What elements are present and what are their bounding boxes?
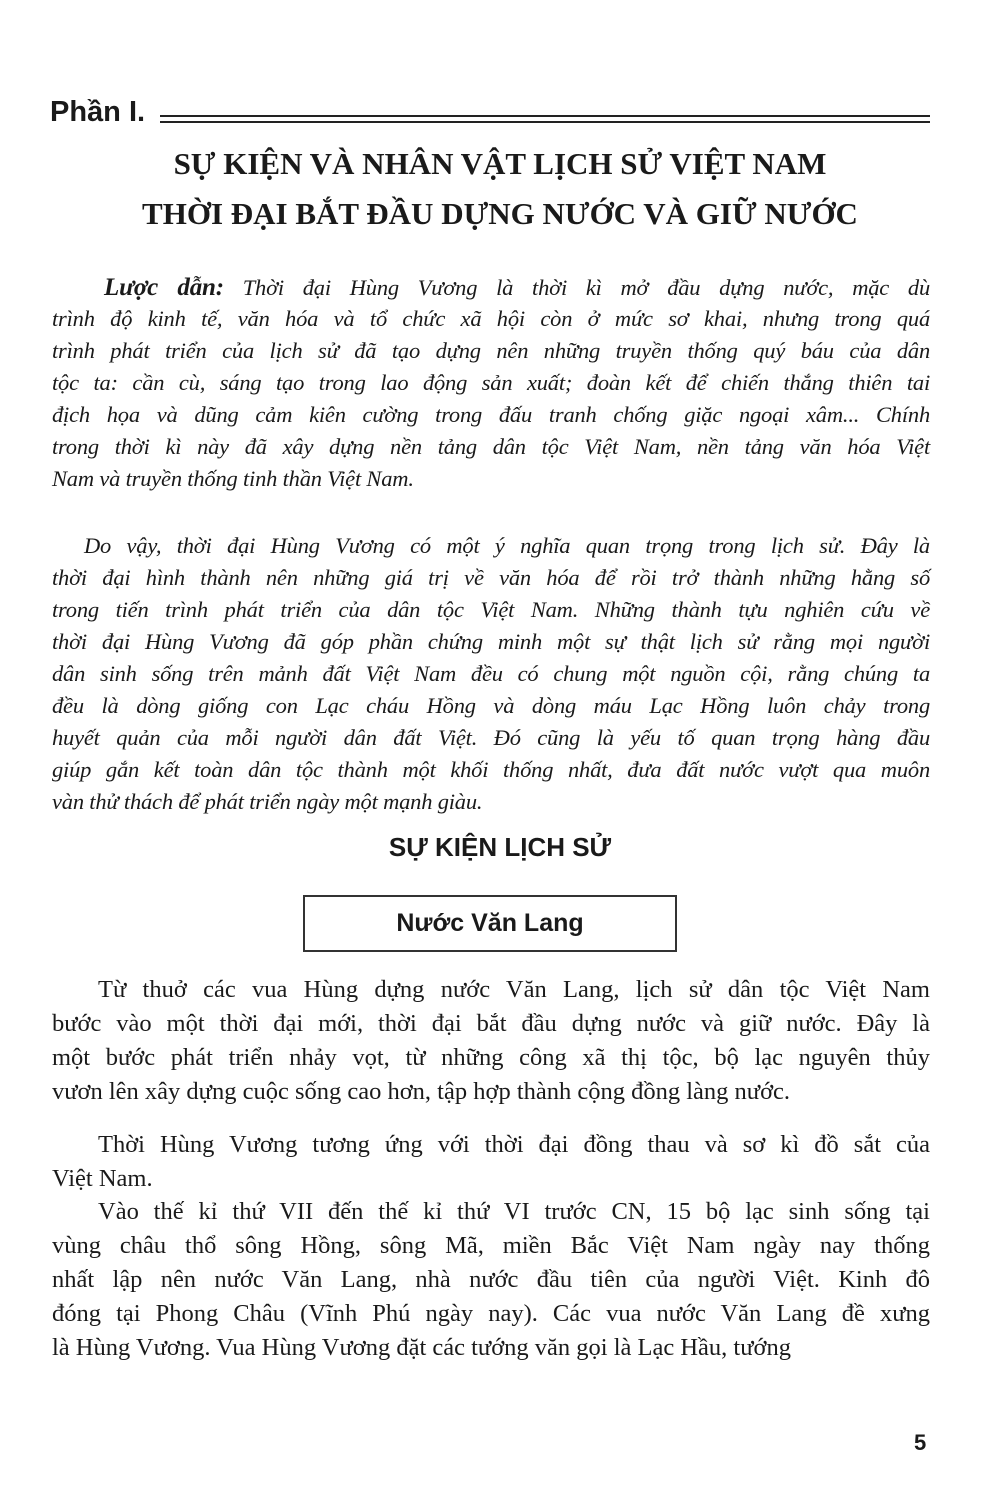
text-line-content: đóng tại Phong Châu (Vĩnh Phú ngày nay). Các vua nước Văn Lang đề xưng [52,1300,930,1327]
text-line [52,370,930,402]
text-line-content: là Hùng Vương. Vua Hùng Vương đặt các tướng văn gọi là Lạc Hầu, tướng [52,1334,791,1361]
text-line [52,402,930,434]
text-line [52,1010,930,1042]
text-line [52,725,930,757]
text-line-content: trong tiến trình phát triển của dân tộc Việt Nam. Những thành tựu nghiên cứu về [52,597,930,622]
chapter-title-line-2: THỜI ĐẠI BẮT ĐẦU DỰNG NƯỚC VÀ GIỮ NƯỚC [142,196,858,231]
text-line [98,1131,930,1163]
text-line [84,533,930,565]
text-line [52,1300,930,1332]
double-rule-divider [160,115,930,123]
text-line [52,565,930,597]
text-line-content: Do vậy, thời đại Hùng Vương có một ý nghĩa quan trọng trong lịch sử. Đây là [84,533,930,558]
text-line [52,1165,930,1197]
text-line [52,1078,930,1110]
text-line-content: Thời Hùng Vương tương ứng với thời đại đồng thau và sơ kì đồ sắt của [98,1131,930,1158]
text-line [98,976,930,1008]
text-line-content: Từ thuở các vua Hùng dựng nước Văn Lang, lịch sử dân tộc Việt Nam [98,976,930,1003]
lead-label: Lược dẫn: [104,274,224,301]
text-line-content: Nam và truyền thống tinh thần Việt Nam. [52,466,414,491]
text-line-content: dân sinh sống trên mảnh đất Việt Nam đều có chung một nguồn cội, rằng chúng ta [52,661,930,686]
text-line [104,274,930,306]
text-line [52,789,930,821]
text-line-content: bước vào một thời đại mới, thời đại bắt đầu dựng nước và giữ nước. Đây là [52,1010,930,1037]
text-line-content: một bước phát triển nhảy vọt, từ những công xã thị tộc, bộ lạc nguyên thủy [52,1044,930,1071]
text-line [52,1232,930,1264]
text-line [52,629,930,661]
text-line-content: trình phát triển của lịch sử đã tạo dựng nên những truyền thống quý báu của dân [52,338,930,363]
text-line [52,597,930,629]
text-line-content: thời đại Hùng Vương đã góp phần chứng minh một sự thật lịch sử rằng mọi người [52,629,930,654]
text-line-content: Thời đại Hùng Vương là thời kì mở đầu dựng nước, mặc dù [242,275,931,300]
subsection-heading-box [303,895,677,952]
text-line [52,757,930,789]
text-line-content: trình độ kinh tế, văn hóa và tổ chức xã hội còn ở mức sơ khai, nhưng trong quá [52,306,930,331]
text-line-content: thời đại hình thành nên những giá trị về văn hóa để rồi trở thành những hằng số [52,565,930,590]
page-number: 5 [914,1430,927,1455]
text-line-content: đều là dòng giống con Lạc cháu Hồng và dòng máu Lạc Hồng luôn chảy trong [52,693,930,718]
section-heading: SỰ KIỆN LỊCH SỬ [388,832,612,862]
text-line [52,466,930,498]
text-line [52,1266,930,1298]
text-line [52,338,930,370]
subsection-heading: Nước Văn Lang [396,909,584,937]
text-line-content: vàn thử thách để phát triển ngày một mạnh giàu. [52,789,483,814]
text-line-content: Vào thế kỉ thứ VII đến thế kỉ thứ VI trước CN, 15 bộ lạc sinh sống tại [98,1198,930,1225]
chapter-title-line-1: SỰ KIỆN VÀ NHÂN VẬT LỊCH SỬ VIỆT NAM [173,146,827,181]
text-line [52,1334,930,1366]
text-line [52,1044,930,1076]
part-label: Phần I. [50,96,146,128]
text-line [52,693,930,725]
text-line [98,1198,930,1230]
text-line-content: vươn lên xây dựng cuộc sống cao hơn, tập hợp thành cộng đồng làng nước. [52,1078,791,1105]
text-line-content: vùng châu thổ sông Hồng, sông Mã, miền Bắc Việt Nam ngày nay thống [52,1232,930,1259]
text-line-content: huyết quản của mỗi người dân đất Việt. Đó cũng là yếu tố quan trọng hàng đầu [52,725,930,750]
text-line [52,306,930,338]
text-line-content: địch họa và dũng cảm kiên cường trong đấu tranh chống giặc ngoại xâm... Chính [52,402,930,427]
text-line-content: giúp gắn kết toàn dân tộc thành một khối thống nhất, đưa đất nước vượt qua muôn [52,757,930,782]
text-line-content: trong thời kì này đã xây dựng nền tảng dân tộc Việt Nam, nền tảng văn hóa Việt [52,434,930,459]
text-line-content: tộc ta: cần cù, sáng tạo trong lao động sản xuất; đoàn kết để chiến thắng thiên tai [52,370,930,395]
text-line-content: Việt Nam. [52,1165,153,1192]
text-line-content: nhất lập nên nước Văn Lang, nhà nước đầu tiên của người Việt. Kinh đô [52,1266,930,1293]
text-line [52,661,930,693]
text-line [52,434,930,466]
